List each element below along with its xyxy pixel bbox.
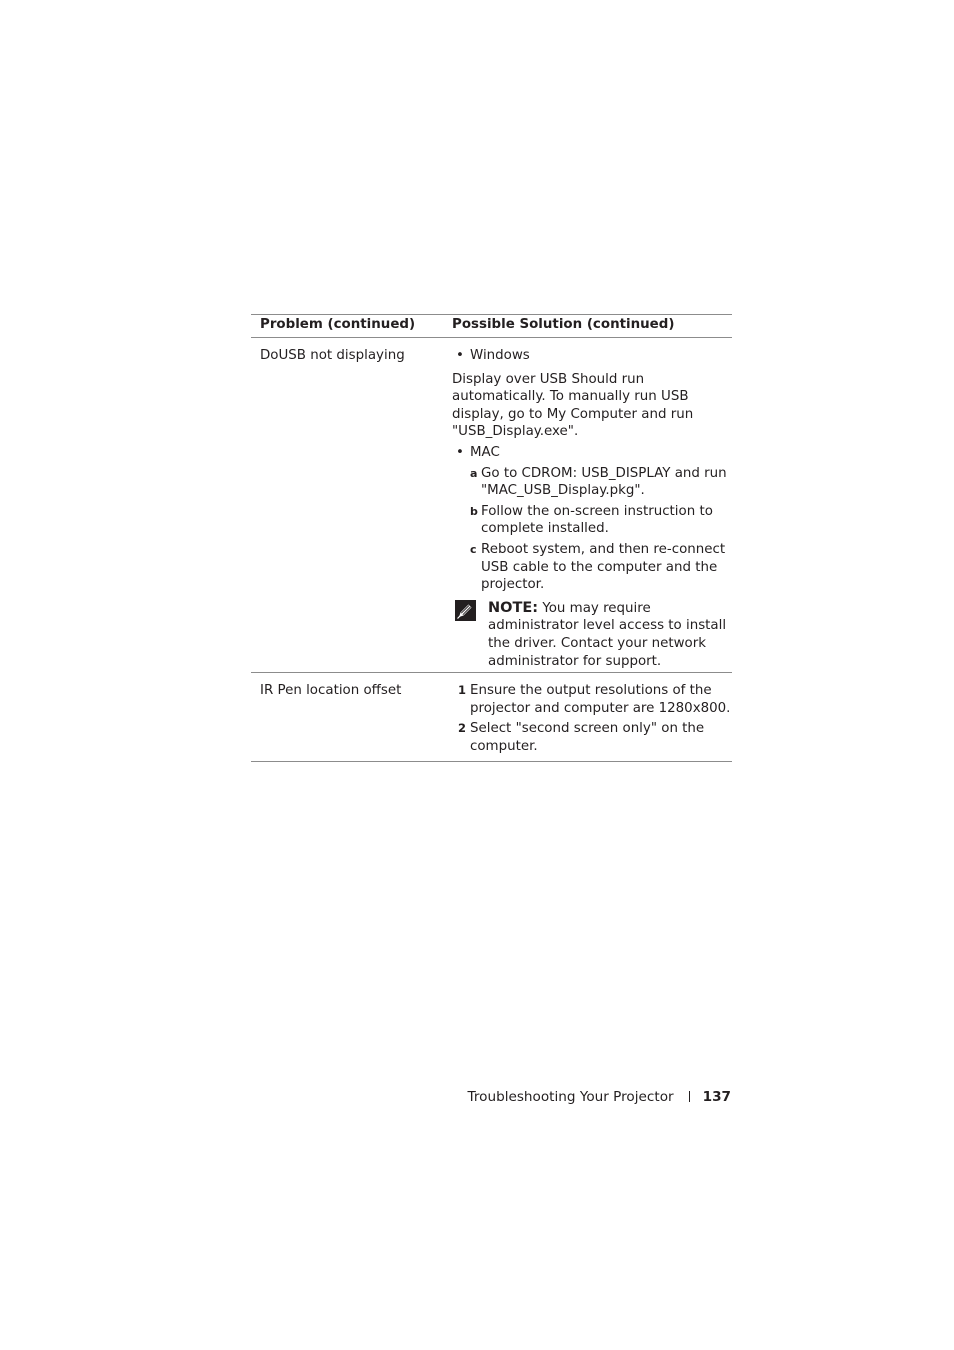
footer-section-title: Troubleshooting Your Projector [467,1089,674,1105]
bullet-item [453,347,732,365]
bullet-icon: • [456,444,464,460]
pencil-note-icon [455,600,476,621]
step-marker: c [470,542,477,556]
mac-step [452,465,732,500]
page-footer [0,1089,731,1107]
numbered-step [452,720,732,755]
table-row [251,338,732,673]
mac-step [452,503,732,538]
windows-instructions: Display over USB Should run automatically. To manually run USB display, go to My Computer and run "USB_Display.exe". [452,371,694,440]
step-text: Reboot system, and then re-connect USB cable to the computer and the projector. [481,541,726,593]
note-block [452,600,732,670]
mac-step [452,541,732,594]
solution-cell [452,673,732,762]
problem-cell: IR Pen location offset [260,683,402,699]
solution-column-header: Possible Solution (continued) [452,317,675,332]
step-marker: a [470,466,478,480]
note-text: You may require administrator level access to install the driver. Contact your network administrator for support. [488,600,727,669]
step-text: Ensure the output resolutions of the projector and computer are 1280x800. [470,683,731,716]
numbered-step [452,682,732,717]
table-header [251,315,732,338]
step-marker: b [470,504,478,518]
table-header-row [251,315,732,338]
table-row [251,673,732,762]
bullet-label: Windows [470,348,530,363]
footer-divider [689,1091,690,1102]
step-text: Follow the on-screen instruction to complete installed. [481,503,713,537]
solution-cell [452,338,732,673]
page-number: 137 [702,1089,731,1105]
step-marker: 2 [458,721,467,736]
problem-column-header: Problem (continued) [260,317,416,332]
problem-cell: DoUSB not displaying [260,348,405,363]
step-text: Go to CDROM: USB_DISPLAY and run "MAC_USB_Display.pkg". [481,465,727,499]
step-marker: 1 [458,683,467,698]
step-text: Select "second screen only" on the computer. [470,721,705,754]
note-label: NOTE: [488,599,539,616]
bullet-icon: • [456,348,464,363]
troubleshooting-table [251,314,732,762]
bullet-item [453,444,732,462]
bullet-label: MAC [470,444,500,460]
